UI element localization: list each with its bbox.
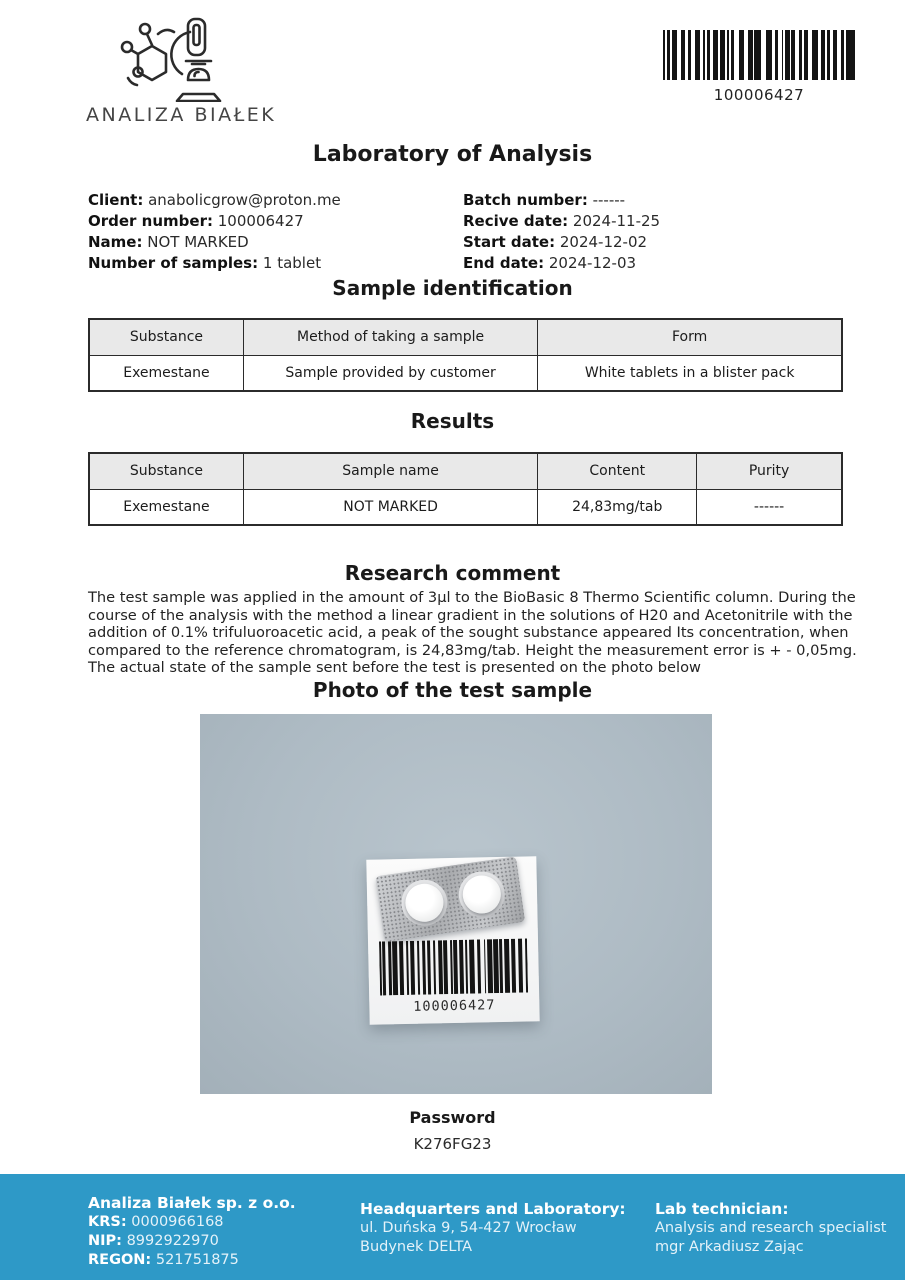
info-name: Name: NOT MARKED (88, 233, 249, 251)
footer (0, 1174, 905, 1280)
barcode-image (663, 30, 855, 80)
barcode-number: 100006427 (713, 86, 805, 104)
page-title: Laboratory of Analysis (312, 142, 593, 167)
cell-form: White tablets in a blister pack (538, 355, 842, 391)
blister-pocket (456, 868, 508, 920)
footer-company-info (88, 1194, 296, 1270)
hq-label: Headquarters and Laboratory: (360, 1200, 626, 1218)
info-start-date: Start date: 2024-12-02 (463, 233, 648, 251)
password-value: K276FG23 (413, 1135, 492, 1153)
order-info (88, 190, 848, 274)
tablet (403, 881, 446, 924)
cell-purity: ------ (697, 489, 842, 525)
brand-block (86, 14, 276, 126)
cell-substance: Exemestane (89, 489, 243, 525)
company-krs: KRS: 0000966168 (88, 1214, 224, 1230)
blister-pocket (398, 877, 450, 929)
col-content: Content (538, 453, 697, 489)
hq-building: Budynek DELTA (360, 1239, 473, 1255)
technician-name: mgr Arkadiusz Zając (655, 1239, 804, 1255)
section-title-sample-identification: Sample identification (332, 276, 573, 300)
col-substance: Substance (89, 319, 243, 355)
order-barcode (663, 30, 855, 104)
footer-lab-technician (655, 1200, 886, 1257)
col-sample-name: Sample name (243, 453, 537, 489)
results-table (88, 452, 843, 526)
company-nip: NIP: 8992922970 (88, 1233, 219, 1249)
table-row (89, 355, 842, 391)
molecule-microscope-icon (114, 14, 232, 102)
table-header-row (89, 453, 842, 489)
info-order-number: Order number: 100006427 (88, 212, 304, 230)
barcode-number: 100006427 (413, 997, 496, 1015)
sample-label-card (366, 856, 539, 1025)
brand-name: ANALIZA BIAŁEK (86, 104, 277, 126)
col-purity: Purity (697, 453, 842, 489)
sample-identification-table (88, 318, 843, 392)
info-end-date: End date: 2024-12-03 (463, 254, 637, 272)
test-sample-photo (200, 714, 712, 1094)
blister-pack (375, 856, 525, 942)
company-name: Analiza Białek sp. z o.o. (88, 1194, 296, 1212)
cell-content: 24,83mg/tab (538, 489, 697, 525)
table-header-row (89, 319, 842, 355)
cell-substance: Exemestane (89, 355, 243, 391)
table-row (89, 489, 842, 525)
password-label: Password (409, 1108, 496, 1127)
research-comment-text: The test sample was applied in the amount of 3µl to the BioBasic 8 Thermo Scientific column. During the course of the analysis with the method a linear gradient in the solutions of H20 and Acetonitrile with the addition of 0.1% trifuluoroacetic acid, a peak of the sought substance appeared Its concentration, when compared to the reference chromatogram, is 24,83mg/tab. Height the measurement error is + - 0,05mg. The actual state of the sample sent before the test is presented on the photo below (88, 589, 857, 677)
company-regon: REGON: 521751875 (88, 1252, 239, 1268)
col-form: Form (538, 319, 842, 355)
cell-sample-name: NOT MARKED (243, 489, 537, 525)
footer-headquarters (360, 1200, 626, 1257)
col-substance: Substance (89, 453, 243, 489)
order-info-left (88, 190, 463, 274)
col-method: Method of taking a sample (243, 319, 537, 355)
password-block (0, 1108, 905, 1153)
sample-card-barcode (379, 938, 529, 1015)
section-title-results: Results (410, 409, 495, 433)
info-samples: Number of samples: 1 tablet (88, 254, 322, 272)
barcode-image (379, 938, 528, 995)
order-info-right (463, 190, 838, 274)
section-title-research-comment: Research comment (344, 561, 561, 585)
technician-role: Analysis and research specialist (655, 1220, 887, 1236)
info-receive-date: Recive date: 2024-11-25 (463, 212, 661, 230)
hq-address: ul. Duńska 9, 54-427 Wrocław (360, 1220, 577, 1236)
technician-label: Lab technician: (655, 1200, 789, 1218)
info-batch: Batch number: ------ (463, 191, 626, 209)
section-title-photo: Photo of the test sample (312, 678, 593, 702)
info-client: Client: anabolicgrow@proton.me (88, 191, 341, 209)
tablet (460, 873, 503, 916)
cell-method: Sample provided by customer (243, 355, 537, 391)
